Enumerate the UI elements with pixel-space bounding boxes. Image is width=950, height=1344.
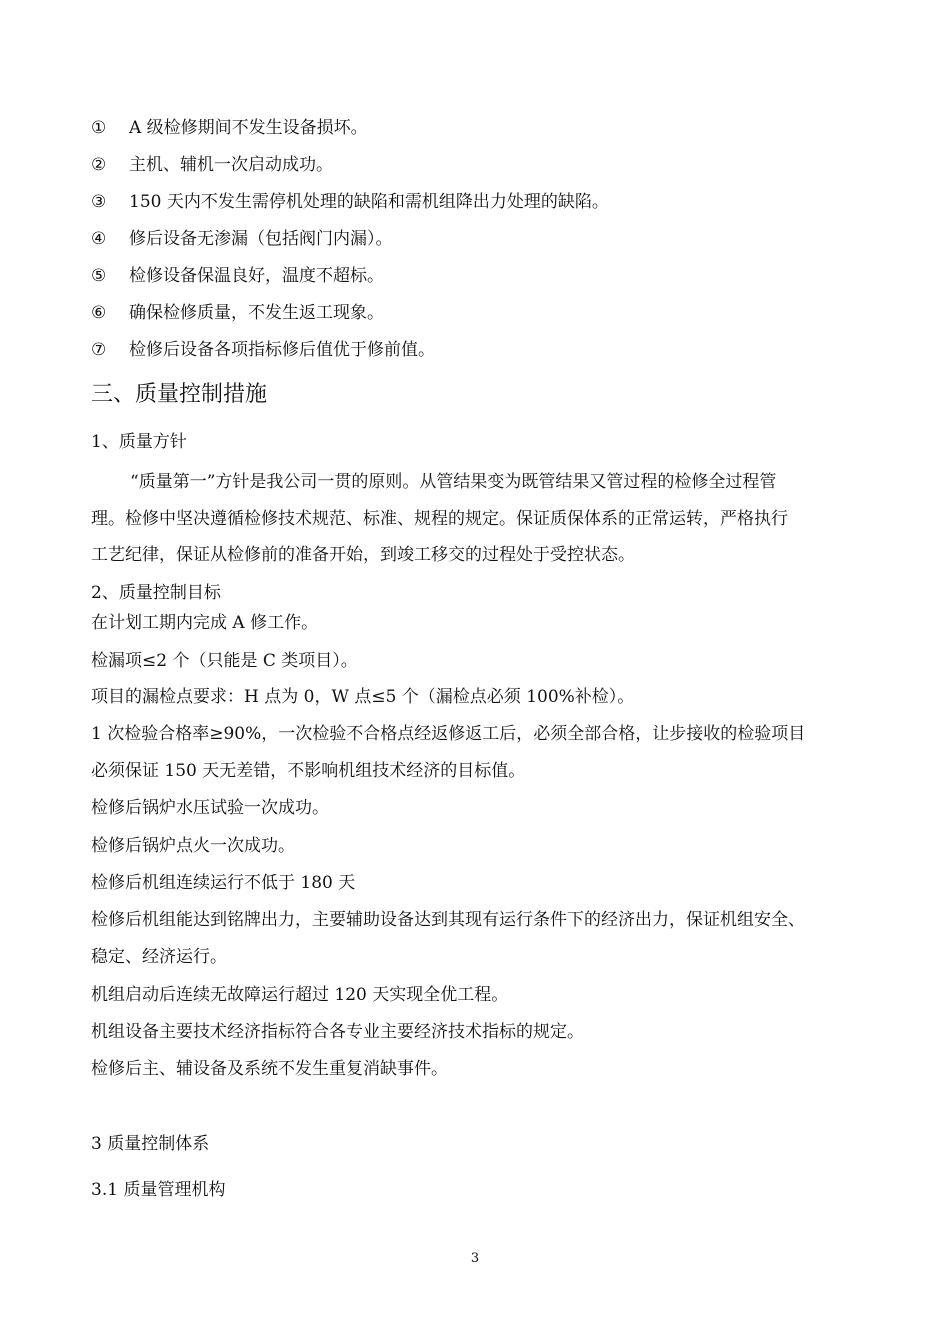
paragraph-line: 检修后主、辅设备及系统不发生重复消缺事件。: [91, 1059, 448, 1079]
paragraph-line: 检修后锅炉点火一次成功。: [91, 836, 295, 856]
paragraph-line: 在计划工期内完成 A 修工作。: [91, 613, 319, 633]
list-item: [91, 228, 393, 250]
paragraph-line: 检漏项≤2 个（只能是 C 类项目）。: [91, 651, 358, 671]
list-item-text: 检修设备保温良好，温度不超标。: [129, 266, 384, 286]
paragraph-line: 工艺纪律，保证从检修前的准备开始，到竣工移交的过程处于受控状态。: [91, 545, 635, 565]
list-item-text: 150 天内不发生需停机处理的缺陷和需机组降出力处理的缺陷。: [129, 192, 609, 212]
list-marker: ⑥: [91, 303, 107, 323]
subsection-title: 3 质量控制体系: [91, 1134, 210, 1154]
subsection-title: 1、质量方针: [91, 432, 187, 452]
list-marker: ⑤: [91, 266, 107, 286]
paragraph-line: 1 次检验合格率≥90%，一次检验不合格点经返修返工后，必须全部合格，让步接收的检验项目: [91, 724, 806, 744]
paragraph-line: 检修后机组连续运行不低于 180 天: [91, 873, 356, 893]
list-marker: ⑦: [91, 340, 107, 360]
list-item: [91, 302, 384, 324]
page-number: 3: [470, 1251, 480, 1266]
list-item-text: 确保检修质量，不发生返工现象。: [129, 303, 384, 323]
list-item-text: 检修后设备各项指标修后值优于修前值。: [129, 340, 435, 360]
list-item: [91, 117, 368, 139]
list-item: [91, 339, 435, 361]
paragraph-line: 项目的漏检点要求：H 点为 0，W 点≤5 个（漏检点必须 100%补检）。: [91, 687, 635, 707]
list-item-text: 主机、辅机一次启动成功。: [129, 155, 333, 175]
paragraph-line: 检修后机组能达到铭牌出力，主要辅助设备达到其现有运行条件下的经济出力，保证机组安全、: [91, 910, 805, 930]
paragraph-line: 机组启动后连续无故障运行超过 120 天实现全优工程。: [91, 985, 509, 1005]
section-heading: 三、质量控制措施: [91, 382, 268, 407]
list-item-text: A 级检修期间不发生设备损坏。: [129, 118, 368, 138]
list-item: [91, 191, 609, 213]
list-item: [91, 265, 384, 287]
list-item: [91, 154, 333, 176]
list-marker: ①: [91, 118, 107, 138]
list-item-text: 修后设备无渗漏（包括阀门内漏）。: [129, 229, 393, 249]
subsection-title: 3.1 质量管理机构: [91, 1180, 226, 1200]
list-marker: ③: [91, 192, 107, 212]
paragraph-line: 稳定、经济运行。: [91, 947, 227, 967]
paragraph-line: 理。检修中坚决遵循检修技术规范、标准、规程的规定。保证质保体系的正常运转，严格执行: [91, 509, 788, 529]
paragraph-line: “质量第一”方针是我公司一贯的原则。从管结果变为既管结果又管过程的检修全过程管: [130, 472, 777, 492]
list-marker: ②: [91, 155, 107, 175]
list-marker: ④: [91, 229, 107, 249]
paragraph-line: 检修后锅炉水压试验一次成功。: [91, 798, 329, 818]
paragraph-line: 必须保证 150 天无差错，不影响机组技术经济的目标值。: [91, 761, 526, 781]
subsection-title: 2、质量控制目标: [91, 583, 221, 603]
paragraph-line: 机组设备主要技术经济指标符合各专业主要经济技术指标的规定。: [91, 1022, 584, 1042]
